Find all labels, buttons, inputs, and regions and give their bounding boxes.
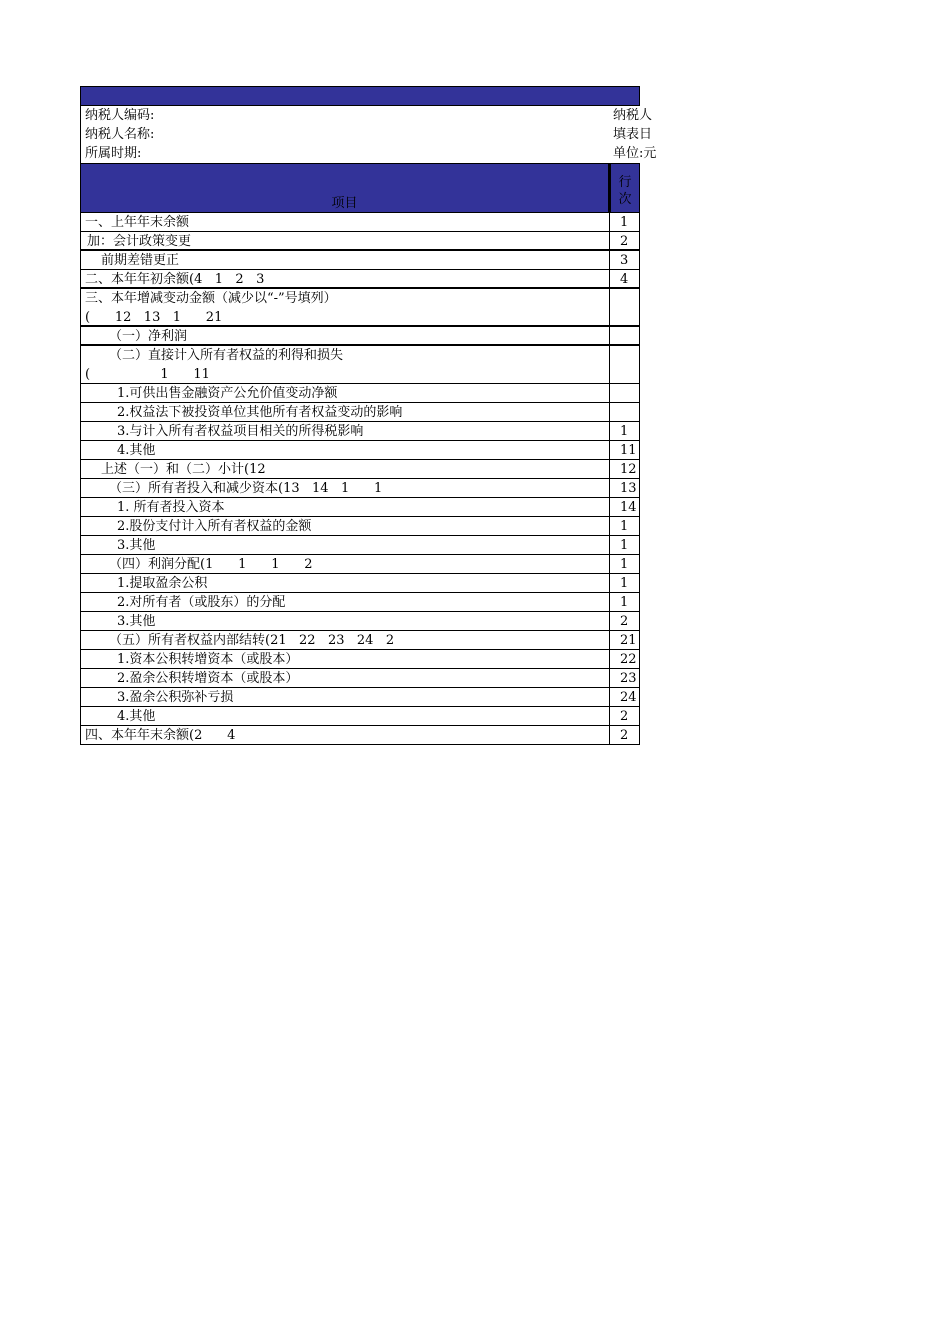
row-item-label: 加：会计政策变更 [87,234,192,249]
row-line-number: 2 [609,612,640,631]
table-row [80,726,640,745]
row-line-number: 4 [609,270,640,289]
row-item-label: （二）直接计入所有者权益的利得和损失 [109,348,344,363]
row-item-cell [80,460,609,479]
table-row [80,669,640,688]
table-row [80,251,640,270]
column-header-line [609,163,640,213]
row-line-number: 1 [609,517,640,536]
table-row [80,707,640,726]
table-row [80,403,640,422]
row-item-label: 1. 所有者投入资本 [117,500,225,515]
row-line-number: 12 [609,460,640,479]
table-row [80,289,640,327]
row-line-number: 1 [609,213,640,232]
row-item-cell [80,422,609,441]
row-line-number: 22 [609,650,640,669]
row-line-number: 21 [609,631,640,650]
row-item-cell [80,536,609,555]
table-row [80,555,640,574]
row-item-label: （三）所有者投入和减少资本(13 14 1 1 [109,481,383,496]
taxpayer-code-label: 纳税人编码: [85,108,155,123]
row-item-label: 1.可供出售金融资产公允价值变动净额 [117,386,338,401]
table-row [80,688,640,707]
row-line-number: 2 [609,232,640,251]
row-item-label: （一）净利润 [109,329,188,344]
table-row [80,327,640,346]
row-item-cell [80,441,609,460]
column-header-item [80,163,609,213]
row-item-label: 三、本年增减变动金额（减少以“-”号填列） [85,291,337,306]
header-info [80,106,670,163]
row-item-label: 3.其他 [117,614,156,629]
row-line-number: 1 [609,536,640,555]
row-line-number [609,289,640,327]
taxpayer-name-label: 纳税人名称: [85,127,155,142]
row-item-cell [80,384,609,403]
row-line-number: 2 [609,726,640,745]
row-item-label: 4.其他 [117,709,156,724]
row-item-cell [80,631,609,650]
row-item-cell [80,555,609,574]
title-bar [80,86,640,106]
table-row [80,441,640,460]
table-row [80,536,640,555]
row-item-cell [80,498,609,517]
row-line-number: 1 [609,422,640,441]
row-line-number: 3 [609,251,640,270]
row-item-label: （四）利润分配(1 1 1 2 [109,557,313,572]
row-item-label: 二、本年年初余额(4 1 2 3 [85,272,265,287]
right-label-1: 纳税人 [613,108,653,123]
row-item-cell [80,726,609,745]
table-row [80,460,640,479]
row-line-number [609,403,640,422]
column-header-line-char-1: 行 [618,175,632,190]
row-item-label: 3.其他 [117,538,156,553]
row-item-cell [80,593,609,612]
row-item-formula: ( 12 13 1 21 [85,310,223,325]
row-item-label: 前期差错更正 [101,253,180,268]
table-header [80,163,640,213]
row-item-label: 2.权益法下被投资单位其他所有者权益变动的影响 [117,405,403,420]
right-label-2: 填表日 [613,127,653,142]
row-item-label: 上述（一）和（二）小计(12 [101,462,266,477]
table-row [80,517,640,536]
row-item-label: 3.与计入所有者权益项目相关的所得税影响 [117,424,364,439]
row-line-number: 1 [609,574,640,593]
row-line-number: 23 [609,669,640,688]
row-item-cell [80,574,609,593]
row-line-number: 14 [609,498,640,517]
row-line-number: 11 [609,441,640,460]
row-item-cell [80,213,609,232]
row-item-label: （五）所有者权益内部结转(21 22 23 24 2 [109,633,395,648]
row-item-label: 四、本年年末余额(2 4 [85,728,236,743]
table-body [80,213,640,745]
row-item-cell [80,232,609,251]
table-row [80,498,640,517]
row-item-label: 2.对所有者（或股东）的分配 [117,595,286,610]
row-item-cell [80,688,609,707]
table-row [80,422,640,441]
table-row [80,574,640,593]
table-row [80,479,640,498]
row-item-cell [80,270,609,289]
row-item-cell [80,612,609,631]
table-row [80,593,640,612]
row-line-number [609,346,640,384]
table-row [80,270,640,289]
unit-label: 单位:元 [613,146,657,161]
row-item-cell [80,707,609,726]
row-item-label: 4.其他 [117,443,156,458]
row-item-label: 2.盈余公积转增资本（或股本） [117,671,299,686]
row-line-number: 1 [609,593,640,612]
row-item-label: 2.股份支付计入所有者权益的金额 [117,519,312,534]
row-line-number [609,384,640,403]
row-item-formula: ( 1 11 [85,367,210,382]
table-row [80,213,640,232]
table-row [80,346,640,384]
row-item-label: 1.提取盈余公积 [117,576,208,591]
row-item-label: 1.资本公积转增资本（或股本） [117,652,299,667]
column-header-line-label [611,174,639,208]
row-item-cell [80,327,609,346]
row-item-label: 3.盈余公积弥补亏损 [117,690,234,705]
table-row [80,650,640,669]
row-line-number: 1 [609,555,640,574]
column-header-item-label: 项目 [331,196,358,211]
row-line-number: 2 [609,707,640,726]
row-item-cell [80,479,609,498]
row-item-cell [80,669,609,688]
row-line-number: 24 [609,688,640,707]
row-item-cell [80,517,609,536]
table-row [80,612,640,631]
row-item-cell [80,650,609,669]
row-item-label: 一、上年年末余额 [85,215,190,230]
table-row [80,631,640,650]
row-item-cell [80,251,609,270]
row-line-number [609,327,640,346]
table-row [80,232,640,251]
row-item-cell [80,289,609,327]
row-line-number: 13 [609,479,640,498]
table-row [80,384,640,403]
row-item-cell [80,346,609,384]
row-item-cell [80,403,609,422]
column-header-line-char-2: 次 [618,192,632,207]
period-label: 所属时期: [85,146,142,161]
